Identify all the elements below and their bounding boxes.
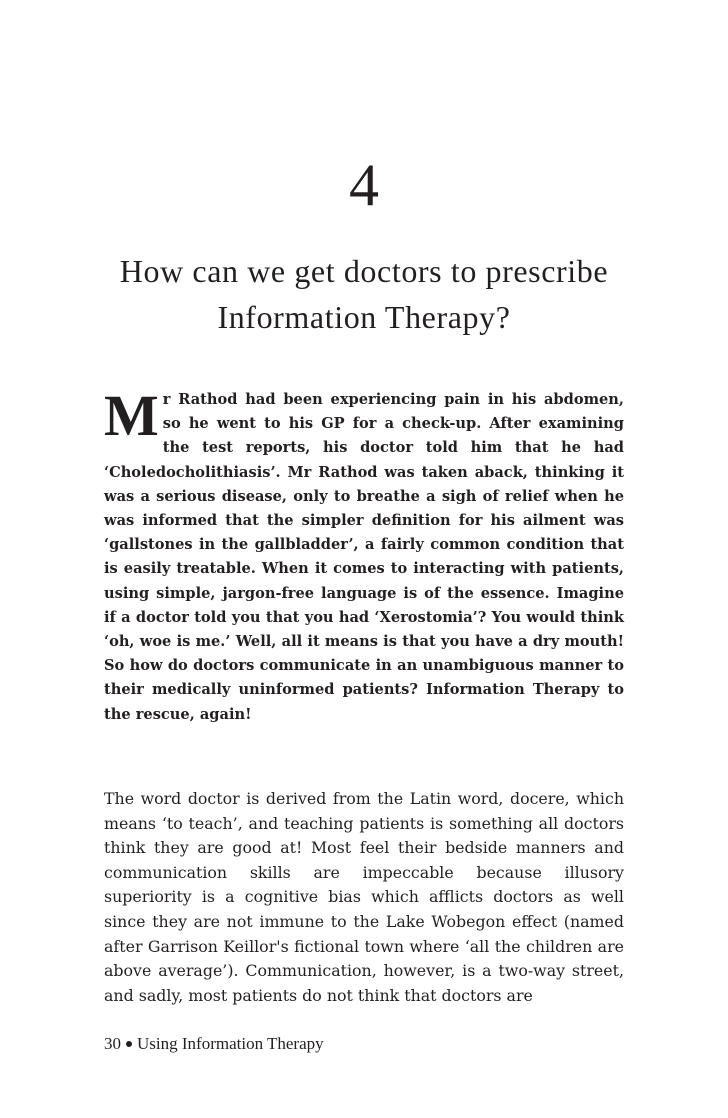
page-footer [104,1033,324,1055]
intro-paragraph [104,383,624,727]
page-number: 30 [104,1034,121,1053]
chapter-title: How can we get doctors to prescribe Information Therapy? [119,253,609,335]
body-paragraph: The word doctor is derived from the Latin word, docere, which means ‘to teach’, and teaching patients is something all doctors think they are good at! Most feel their bedside manners and communication skills are impeccable because illusory superiority is a cognitive bias which afflicts doctors as well since they are not immune to the Lake Wobegon effect (named after Garrison Keillor's fictional town where ‘all the children are above average’). Communication, however, is a two-way street, and sadly, most patients do not think that doctors are [104,789,624,1005]
drop-cap: M [104,383,159,448]
footer-book-title: Using Information Therapy [137,1034,324,1053]
intro-text: r Rathod had been experiencing pain in his abdomen, so he went to his GP for a check-up. After examining the test reports, his doctor told him that he had ‘Choledocholithiasis’. Mr Rathod was taken aback, thinking it was a serious disease, only to breathe a sigh of relief when he was informed that the simpler definition for his ailment was ‘gallstones in the gallbladder’, a fairly common condition that is easily treatable. When it comes to interacting with patients, using simple, jargon-free language is of the essence. Imagine if a doctor told you that you had ‘Xerostomia’? You would think ‘oh, woe is me.’ Well, all it means is that you have a dry mouth! So how do doctors communicate in an unambiguous manner to their medically uninformed patients? Information Therapy to the rescue, again! [104,391,624,723]
chapter-number: 4 [349,152,379,218]
bullet-separator [126,1041,132,1047]
